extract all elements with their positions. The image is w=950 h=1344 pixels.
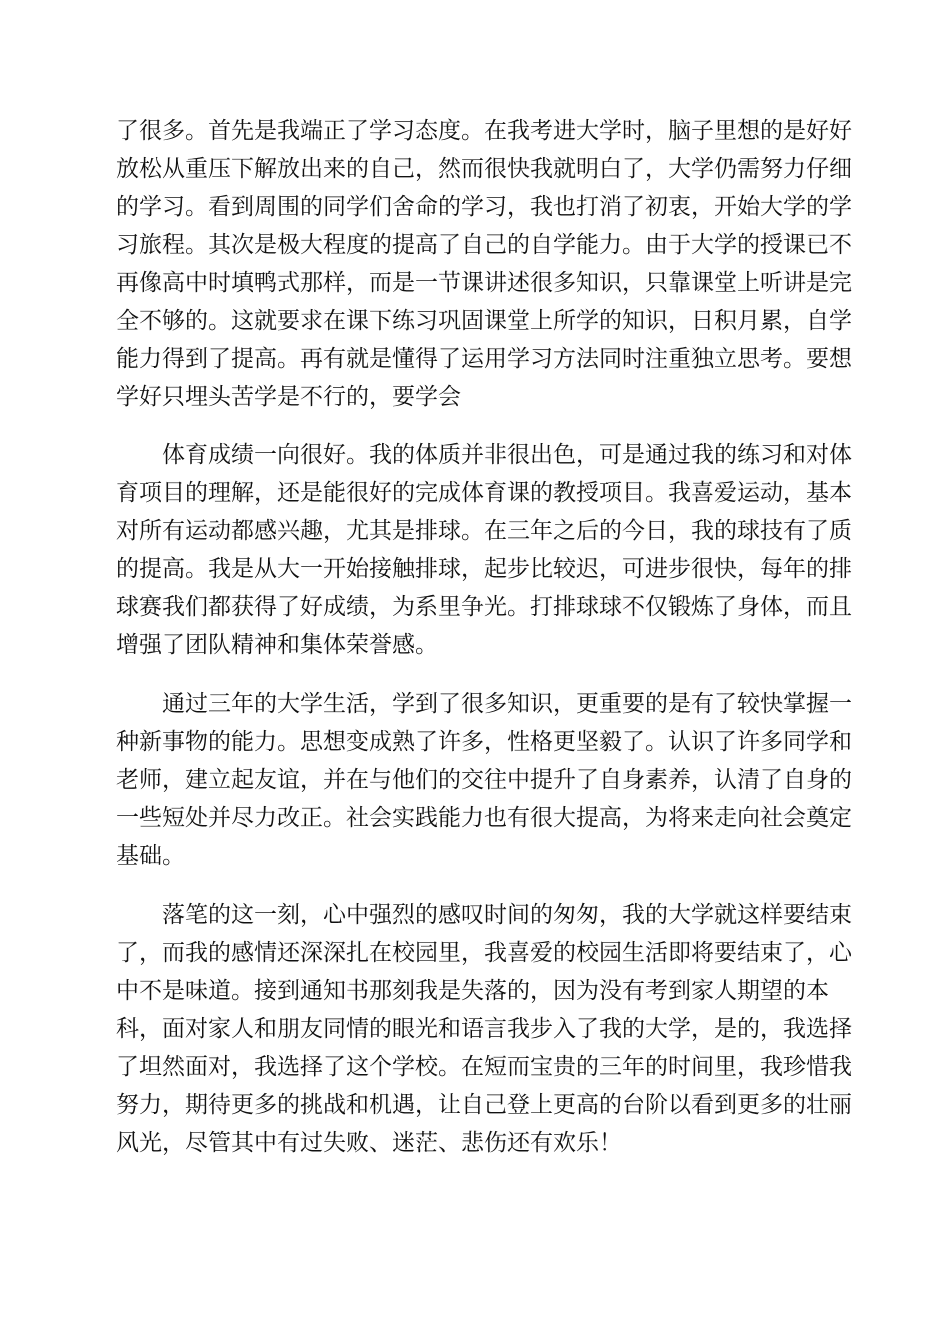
text-line: 育项目的理解，还是能很好的完成体育课的教授项目。我喜爱运动，基本 — [116, 480, 852, 506]
text-line: 了很多。首先是我端正了学习态度。在我考进大学时，脑子里想的是好好 — [116, 118, 852, 144]
text-line: 的提高。我是从大一开始接触排球，起步比较迟，可进步很快，每年的排 — [116, 556, 852, 582]
text-line: 学好只埋头苦学是不行的，要学会 — [116, 384, 461, 410]
text-line: 种新事物的能力。思想变成熟了许多，性格更坚毅了。认识了许多同学和 — [116, 729, 852, 755]
text-line: 科，面对家人和朋友同情的眼光和语言我步入了我的大学，是的，我选择 — [116, 1016, 852, 1042]
text-line: 增强了团队精神和集体荣誉感。 — [116, 632, 438, 658]
text-line: 努力，期待更多的挑战和机遇，让自己登上更高的台阶以看到更多的壮丽 — [116, 1092, 852, 1118]
text-line: 基础。 — [116, 843, 185, 869]
paragraph-growth — [116, 685, 852, 875]
document-page — [116, 112, 852, 1182]
text-line: 的学习。看到周围的同学们舍命的学习，我也打消了初衷，开始大学的学 — [116, 194, 852, 220]
text-line: 全不够的。这就要求在课下练习巩固课堂上所学的知识，日积月累，自学 — [116, 308, 852, 334]
text-line: 通过三年的大学生活，学到了很多知识，更重要的是有了较快掌握一 — [116, 691, 852, 717]
text-line: 再像高中时填鸭式那样，而是一节课讲述很多知识，只靠课堂上听讲是完 — [116, 270, 852, 296]
text-line: 体育成绩一向很好。我的体质并非很出色，可是通过我的练习和对体 — [116, 442, 852, 468]
text-line: 了，而我的感情还深深扎在校园里，我喜爱的校园生活即将要结束了，心 — [116, 940, 852, 966]
text-line: 落笔的这一刻，心中强烈的感叹时间的匆匆，我的大学就这样要结束 — [116, 902, 852, 928]
text-line: 球赛我们都获得了好成绩，为系里争光。打排球球不仅锻炼了身体，而且 — [116, 594, 852, 620]
paragraph-sports — [116, 436, 852, 664]
paragraph-study — [116, 112, 852, 416]
text-line: 一些短处并尽力改正。社会实践能力也有很大提高，为将来走向社会奠定 — [116, 805, 852, 831]
paragraph-conclusion — [116, 896, 852, 1162]
text-line: 风光，尽管其中有过失败、迷茫、悲伤还有欢乐！ — [116, 1130, 622, 1156]
text-line: 了坦然面对，我选择了这个学校。在短而宝贵的三年的时间里，我珍惜我 — [116, 1054, 852, 1080]
text-line: 习旅程。其次是极大程度的提高了自己的自学能力。由于大学的授课已不 — [116, 232, 852, 258]
text-line: 老师，建立起友谊，并在与他们的交往中提升了自身素养，认清了自身的 — [116, 767, 852, 793]
text-line: 中不是味道。接到通知书那刻我是失落的，因为没有考到家人期望的本 — [116, 978, 829, 1004]
text-line: 对所有运动都感兴趣，尤其是排球。在三年之后的今日，我的球技有了质 — [116, 518, 852, 544]
text-line: 能力得到了提高。再有就是懂得了运用学习方法同时注重独立思考。要想 — [116, 346, 852, 372]
text-line: 放松从重压下解放出来的自己，然而很快我就明白了，大学仍需努力仔细 — [116, 156, 852, 182]
